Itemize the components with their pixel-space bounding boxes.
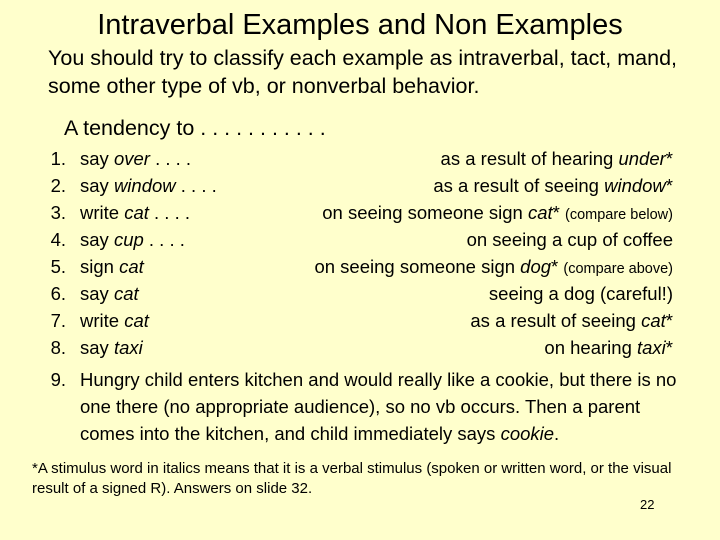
item-scenario: Hungry child enters kitchen and would really like a cookie, but there is no one there (no appropriate audience), so no vb occurs. Then a parent comes into the kitchen, and child immediately says cookie. xyxy=(80,369,677,444)
compare-note: (compare below) xyxy=(565,207,673,223)
item-condition: as a result of seeing cat* xyxy=(470,310,673,331)
item-response: say cup . . . . xyxy=(80,229,185,250)
item-response: say taxi xyxy=(80,337,143,358)
item-response: sign cat xyxy=(80,256,144,277)
item-number: 1. xyxy=(50,148,66,169)
list-item xyxy=(0,280,720,307)
page-number: 22 xyxy=(640,497,655,512)
list-item xyxy=(0,226,720,253)
item-number: 6. xyxy=(50,283,66,304)
list-item xyxy=(0,307,720,334)
list-item xyxy=(0,199,720,226)
item-number: 9. xyxy=(50,369,66,390)
intro-text: You should try to classify each example as intraverbal, tact, mand, some other type of vb, or nonverbal behavior. xyxy=(48,46,678,98)
item-number: 2. xyxy=(50,175,66,196)
item-condition: on seeing a cup of coffee xyxy=(466,229,673,250)
item-number: 7. xyxy=(50,310,66,331)
item-response: say over . . . . xyxy=(80,148,192,169)
item-response: write cat . . . . xyxy=(80,202,191,223)
slide-title: Intraverbal Examples and Non Examples xyxy=(97,9,623,41)
item-number: 5. xyxy=(50,256,66,277)
footnote: *A stimulus word in italics means that it is a verbal stimulus (spoken or written word, or the visual result of a signed R). Answers on slide 32. xyxy=(32,460,672,497)
item-condition: on seeing someone sign cat* (compare below) xyxy=(322,202,673,223)
item-condition: as a result of seeing window* xyxy=(433,175,673,196)
list-item xyxy=(0,145,720,172)
item-response: say window . . . . xyxy=(80,175,217,196)
list-item xyxy=(0,172,720,199)
item-response: write cat xyxy=(80,310,149,331)
item-number: 3. xyxy=(50,202,66,223)
item-condition: on seeing someone sign dog* (compare above) xyxy=(314,256,673,277)
compare-note: (compare above) xyxy=(563,261,673,277)
item-condition: on hearing taxi* xyxy=(544,337,673,358)
tendency-heading: A tendency to . . . . . . . . . . . xyxy=(64,116,326,140)
list-item xyxy=(0,334,720,361)
item-number: 4. xyxy=(50,229,66,250)
item-response: say cat xyxy=(80,283,139,304)
list-item xyxy=(0,253,720,280)
item-number: 8. xyxy=(50,337,66,358)
item-condition: seeing a dog (careful!) xyxy=(488,283,673,304)
item-condition: as a result of hearing under* xyxy=(440,148,673,169)
